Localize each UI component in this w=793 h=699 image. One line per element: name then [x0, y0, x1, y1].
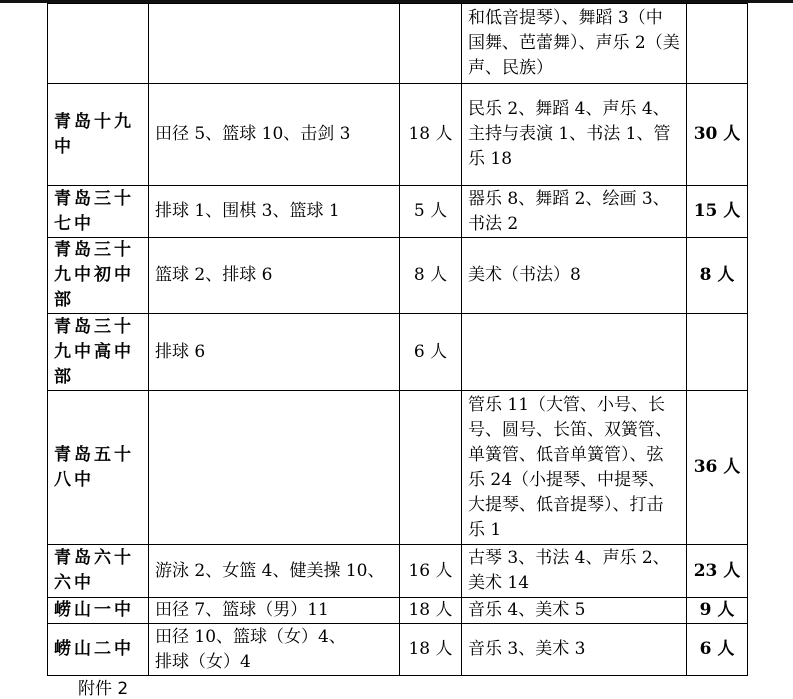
sports-count-cell: 6 人 — [400, 314, 462, 391]
school-cell: 青岛三十 九中高中 部 — [48, 314, 149, 391]
arts-count-cell: 36 人 — [687, 391, 748, 545]
table-row — [48, 624, 748, 676]
arts-count-cell: 23 人 — [687, 545, 748, 598]
sports-cell — [149, 391, 400, 545]
table-row — [48, 391, 748, 545]
sports-cell: 排球 1、围棋 3、篮球 1 — [149, 186, 400, 238]
school-cell: 青岛五十 八中 — [48, 391, 149, 545]
school-cell — [48, 4, 149, 84]
arts-count-cell — [687, 4, 748, 84]
sports-count-cell: 18 人 — [400, 84, 462, 186]
arts-count-cell: 15 人 — [687, 186, 748, 238]
sports-cell: 田径 5、篮球 10、击剑 3 — [149, 84, 400, 186]
arts-cell: 民乐 2、舞蹈 4、声乐 4、 主持与表演 1、书法 1、管 乐 18 — [462, 84, 687, 186]
admissions-table — [47, 3, 748, 676]
arts-cell: 管乐 11（大管、小号、长 号、圆号、长笛、双簧管、 单簧管、低音单簧管）、弦 乐 24（小提琴、中提琴、 大提琴、低音提琴）、打击 乐 1 — [462, 391, 687, 545]
school-cell: 青岛十九 中 — [48, 84, 149, 186]
school-cell: 青岛三十 七中 — [48, 186, 149, 238]
school-cell: 崂山一中 — [48, 598, 149, 624]
sports-cell: 田径 7、篮球（男）11 — [149, 598, 400, 624]
arts-count-cell: 30 人 — [687, 84, 748, 186]
table-row — [48, 598, 748, 624]
arts-count-cell: 6 人 — [687, 624, 748, 676]
arts-cell: 和低音提琴）、舞蹈 3（中 国舞、芭蕾舞）、声乐 2（美 声、民族） — [462, 4, 687, 84]
arts-cell: 音乐 4、美术 5 — [462, 598, 687, 624]
table-row — [48, 238, 748, 314]
arts-count-cell: 9 人 — [687, 598, 748, 624]
arts-cell: 音乐 3、美术 3 — [462, 624, 687, 676]
arts-cell — [462, 314, 687, 391]
sports-cell: 游泳 2、女篮 4、健美操 10、 — [149, 545, 400, 598]
sports-count-cell: 18 人 — [400, 624, 462, 676]
sports-count-cell: 16 人 — [400, 545, 462, 598]
sports-count-cell: 18 人 — [400, 598, 462, 624]
table-row — [48, 314, 748, 391]
sports-cell — [149, 4, 400, 84]
table-row — [48, 84, 748, 186]
sports-cell: 田径 10、篮球（女）4、 排球（女）4 — [149, 624, 400, 676]
sports-cell: 篮球 2、排球 6 — [149, 238, 400, 314]
sports-count-cell: 8 人 — [400, 238, 462, 314]
table-row — [48, 4, 748, 84]
arts-cell: 古琴 3、书法 4、声乐 2、 美术 14 — [462, 545, 687, 598]
arts-cell: 美术（书法）8 — [462, 238, 687, 314]
arts-cell: 器乐 8、舞蹈 2、绘画 3、 书法 2 — [462, 186, 687, 238]
sports-count-cell — [400, 391, 462, 545]
attachment-label: 附件 2 — [78, 679, 129, 699]
arts-count-cell — [687, 314, 748, 391]
sports-cell: 排球 6 — [149, 314, 400, 391]
table-row — [48, 545, 748, 598]
arts-count-cell: 8 人 — [687, 238, 748, 314]
school-cell: 青岛六十 六中 — [48, 545, 149, 598]
sports-count-cell — [400, 4, 462, 84]
table-row — [48, 186, 748, 238]
sports-count-cell: 5 人 — [400, 186, 462, 238]
school-cell: 崂山二中 — [48, 624, 149, 676]
school-cell: 青岛三十 九中初中 部 — [48, 238, 149, 314]
